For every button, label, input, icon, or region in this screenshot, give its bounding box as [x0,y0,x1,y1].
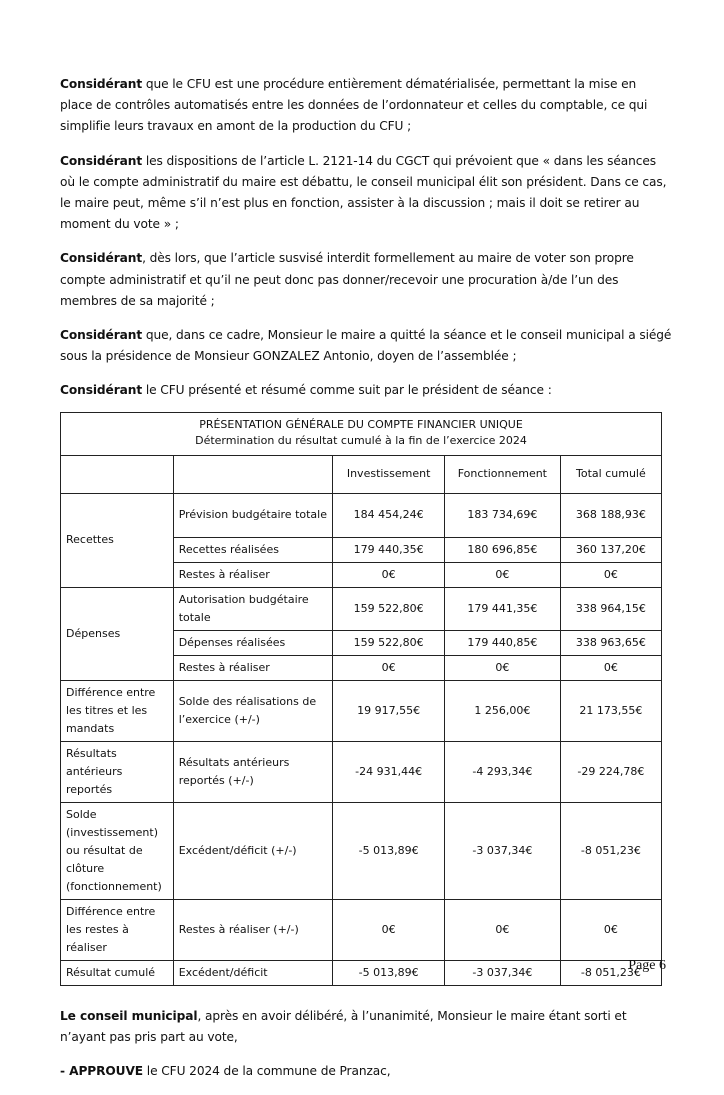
empty-header-cell [61,455,174,493]
group-label-recettes: Recettes [61,493,174,587]
cell-value: 0€ [560,655,661,680]
cell-value: 0€ [444,899,560,960]
cell-value: 338 964,15€ [560,587,661,630]
paragraph-cfu-dematerialise [60,74,672,138]
cell-value: 360 137,20€ [560,537,661,562]
paragraph-lead: Considérant [60,383,143,398]
row-label: Restes à réaliser (+/-) [173,899,333,960]
cell-value: -3 037,34€ [444,802,560,899]
decision-dash: - [60,1064,70,1079]
paragraph-presidence [60,325,672,367]
paragraph-text: , dès lors, que l’article susvisé interdit formellement au maire de voter son propre compte administratif et qu’il ne peut donc pas donner/recevoir une procuration à/de l’un des membres de sa majorité ; [60,251,634,308]
column-header-total: Total cumulé [560,455,661,493]
cell-value: -5 013,89€ [333,802,445,899]
paragraph-conclusion [60,1006,672,1048]
paragraph-lead: Considérant [60,77,143,91]
table-header-row [61,455,662,493]
column-header-fonctionnement: Fonctionnement [444,455,560,493]
empty-header-cell [173,455,333,493]
cfu-table [60,412,662,986]
paragraph-text: que, dans ce cadre, Monsieur le maire a quitté la séance et le conseil municipal a siégé sous la présidence de Monsieur GONZALEZ Antonio, doyen de l’assemblée ; [60,328,672,364]
cell-value: 21 173,55€ [560,680,661,741]
table-title: PRÉSENTATION GÉNÉRALE DU COMPTE FINANCIER UNIQUE [199,417,523,431]
paragraph-lead: Considérant [60,251,143,266]
decision-lead: APPROUVE [69,1064,144,1079]
table-row [61,680,662,741]
group-label-difference: Différence entre les titres et les mandats [61,680,174,741]
table-row [61,899,662,960]
cell-value: 180 696,85€ [444,537,560,562]
table-row [61,960,662,985]
document-body [60,74,672,1095]
cell-value: -3 037,34€ [444,960,560,985]
cell-value: 0€ [444,655,560,680]
row-label: Restes à réaliser [173,655,333,680]
cell-value: 179 440,85€ [444,630,560,655]
cell-value: 0€ [333,899,445,960]
paragraph-text: le CFU présenté et résumé comme suit par le président de séance : [142,383,552,398]
cell-value: 19 917,55€ [333,680,445,741]
column-header-investissement: Investissement [333,455,445,493]
cell-value: 0€ [444,562,560,587]
cell-value: 159 522,80€ [333,587,445,630]
cell-value: 179 440,35€ [333,537,445,562]
paragraph-cfu-presente [60,380,672,401]
row-label: Restes à réaliser [173,562,333,587]
paragraph-text: , après en avoir délibéré, à l’unanimité, Monsieur le maire étant sorti et n’ayant pas pris part au vote, [60,1008,627,1044]
table-row [61,493,662,537]
cell-value: 0€ [560,899,661,960]
cell-value: -5 013,89€ [333,960,445,985]
row-label: Excédent/déficit (+/-) [173,802,333,899]
paragraph-lead: Le conseil municipal [60,1008,198,1023]
group-label-anterieurs: Résultats antérieurs reportés [61,741,174,802]
paragraph-decision [60,1061,672,1082]
cell-value: 184 454,24€ [333,493,445,537]
group-label-cumul: Résultat cumulé [61,960,174,985]
paragraph-text: les dispositions de l’article L. 2121-14 du CGCT qui prévoient que « dans les séances où le compte administratif du maire est débattu, le conseil municipal élit son président. Dans ce cas, le maire peut, même s’il n’est plus en fonction, assister à la discussion ; mais il doit se retirer au moment du vote » ; [60,153,667,232]
group-label-depenses: Dépenses [61,587,174,680]
row-label: Dépenses réalisées [173,630,333,655]
cell-value: 0€ [333,562,445,587]
cell-value: -4 293,34€ [444,741,560,802]
row-label: Solde des réalisations de l’exercice (+/-) [173,680,333,741]
table-title-row [61,412,662,455]
cell-value: -24 931,44€ [333,741,445,802]
cell-value: 179 441,35€ [444,587,560,630]
paragraph-lead: Considérant [60,153,143,168]
cell-value: -29 224,78€ [560,741,661,802]
paragraph-interdiction-vote [60,248,672,312]
table-row [61,587,662,630]
cell-value: 159 522,80€ [333,630,445,655]
page-number: Page 6 [628,958,666,973]
cell-value: 368 188,93€ [560,493,661,537]
row-label: Autorisation budgétaire totale [173,587,333,630]
cell-value: 0€ [333,655,445,680]
row-label: Prévision budgétaire totale [173,493,333,537]
row-label: Excédent/déficit [173,960,333,985]
row-label: Résultats antérieurs reportés (+/-) [173,741,333,802]
cell-value: 183 734,69€ [444,493,560,537]
table-subtitle: Détermination du résultat cumulé à la fin de l’exercice 2024 [195,433,527,447]
cell-value: 0€ [560,562,661,587]
cell-value: 1 256,00€ [444,680,560,741]
cell-value: -8 051,23€ [560,960,661,985]
table-title-cell [61,412,662,455]
table-row [61,802,662,899]
cell-value: -8 051,23€ [560,802,661,899]
group-label-solde: Solde (investissement) ou résultat de clôture (fonctionnement) [61,802,174,899]
table-row [61,741,662,802]
paragraph-article-cgct [60,151,672,236]
decision-text: le CFU 2024 de la commune de Pranzac, [143,1064,391,1079]
row-label: Recettes réalisées [173,537,333,562]
cell-value: 338 963,65€ [560,630,661,655]
group-label-diff-restes: Différence entre les restes à réaliser [61,899,174,960]
paragraph-lead: Considérant [60,328,143,343]
paragraph-text: que le CFU est une procédure entièrement dématérialisée, permettant la mise en place de contrôles automatisés entre les données de l’ordonnateur et celles du comptable, ce qui simplifie leurs travaux en amont de la production du CFU ; [60,77,648,134]
